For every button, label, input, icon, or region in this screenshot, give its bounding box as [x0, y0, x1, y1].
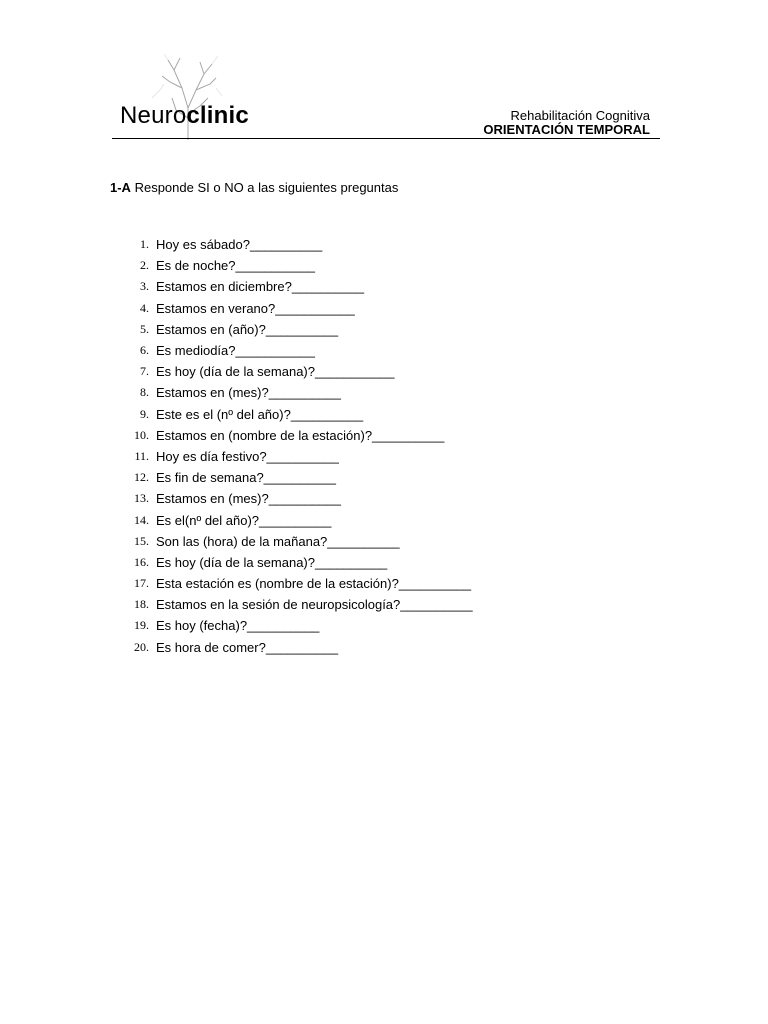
question-text: Estamos en (año)?__________ — [156, 321, 339, 337]
program-title: Rehabilitación Cognitiva — [510, 108, 650, 123]
question-item — [110, 382, 473, 403]
question-item — [110, 298, 473, 319]
question-item — [110, 615, 473, 636]
question-number: 2. — [140, 258, 149, 273]
question-text: Estamos en (mes)?__________ — [156, 385, 342, 401]
logo-part-clinic: clinic — [186, 102, 249, 129]
question-text: Es fin de semana?__________ — [156, 470, 336, 486]
question-text: Es hora de comer?__________ — [156, 639, 339, 655]
question-number: 9. — [140, 406, 149, 421]
question-number: 5. — [140, 321, 149, 336]
question-item — [110, 276, 473, 297]
question-item — [110, 509, 473, 530]
question-number: 19. — [134, 618, 149, 633]
question-text: Es hoy (día de la semana)?__________ — [156, 554, 388, 570]
question-number: 1. — [140, 237, 149, 252]
question-number: 20. — [134, 639, 149, 654]
question-text: Estamos en (nombre de la estación)?__________ — [156, 427, 445, 443]
question-text: Este es el (nº del año)?__________ — [156, 406, 364, 422]
exercise-instruction — [110, 180, 398, 195]
question-text: Es hoy (día de la semana)?___________ — [156, 364, 395, 380]
header-divider — [112, 138, 660, 139]
question-number: 15. — [134, 533, 149, 548]
question-item — [110, 446, 473, 467]
question-item — [110, 319, 473, 340]
exercise-label: 1-A — [110, 180, 131, 195]
document-header — [483, 109, 650, 137]
question-item — [110, 467, 473, 488]
question-item — [110, 552, 473, 573]
logo-part-neuro: Neuro — [120, 102, 187, 129]
question-item — [110, 425, 473, 446]
question-item — [110, 637, 473, 658]
question-number: 8. — [140, 385, 149, 400]
question-number: 12. — [134, 470, 149, 485]
question-list — [110, 234, 473, 658]
brand-logo — [120, 102, 249, 130]
question-text: Estamos en diciembre?__________ — [156, 279, 365, 295]
question-item — [110, 404, 473, 425]
question-number: 14. — [134, 512, 149, 527]
question-item — [110, 234, 473, 255]
instruction-text: Responde SI o NO a las siguientes preguntas — [134, 180, 399, 195]
question-text: Son las (hora) de la mañana?__________ — [156, 533, 400, 549]
question-text: Es de noche?___________ — [156, 258, 316, 274]
module-title: ORIENTACIÓN TEMPORAL — [483, 122, 650, 137]
question-item — [110, 488, 473, 509]
question-item — [110, 594, 473, 615]
question-item — [110, 361, 473, 382]
question-number: 7. — [140, 364, 149, 379]
question-item — [110, 340, 473, 361]
question-text: Es mediodía?___________ — [156, 343, 316, 359]
question-item — [110, 531, 473, 552]
question-number: 6. — [140, 343, 149, 358]
question-text: Esta estación es (nombre de la estación)?__________ — [156, 576, 472, 592]
question-number: 11. — [134, 448, 149, 463]
question-number: 17. — [134, 576, 149, 591]
question-number: 4. — [140, 300, 149, 315]
question-text: Estamos en verano?___________ — [156, 300, 355, 316]
question-number: 18. — [134, 597, 149, 612]
question-text: Hoy es día festivo?__________ — [156, 448, 339, 464]
question-text: Hoy es sábado?__________ — [156, 237, 323, 253]
question-item — [110, 573, 473, 594]
question-text: Es el(nº del año)?__________ — [156, 512, 332, 528]
question-number: 10. — [134, 427, 149, 442]
question-number: 3. — [140, 279, 149, 294]
question-text: Estamos en (mes)?__________ — [156, 491, 342, 507]
question-text: Es hoy (fecha)?__________ — [156, 618, 320, 634]
question-number: 13. — [134, 491, 149, 506]
question-item — [110, 255, 473, 276]
question-text: Estamos en la sesión de neuropsicología?__________ — [156, 597, 473, 613]
question-number: 16. — [134, 554, 149, 569]
